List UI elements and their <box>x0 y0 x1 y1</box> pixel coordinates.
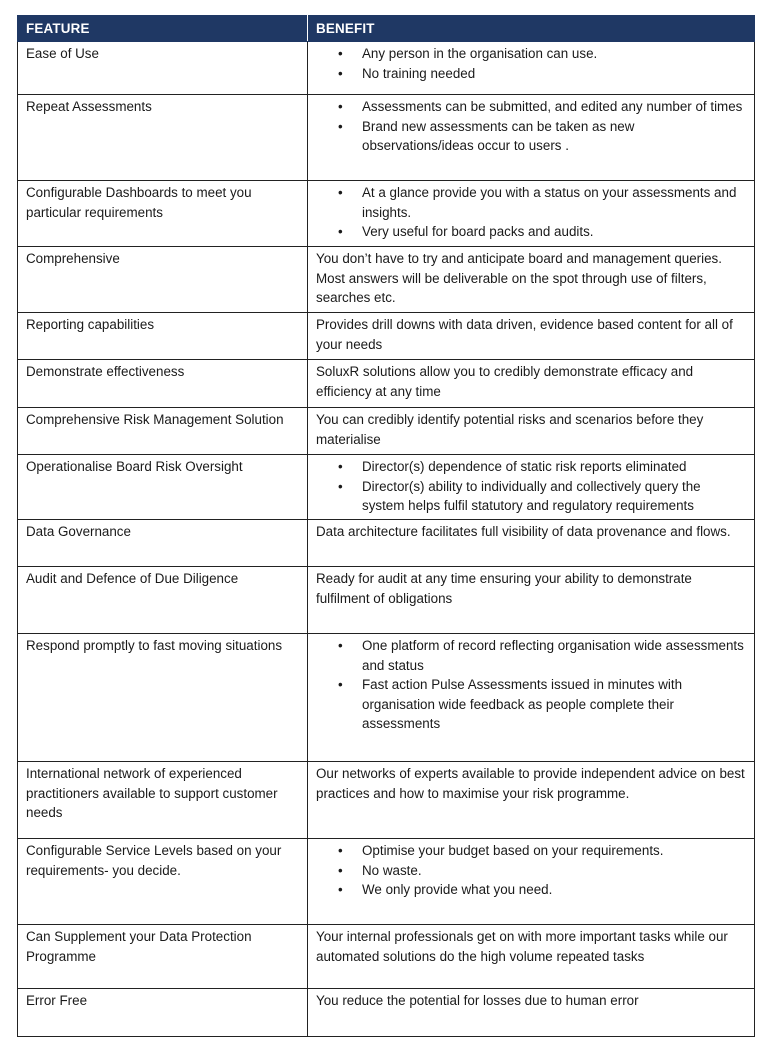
feature-benefit-table <box>17 15 755 1037</box>
table-row <box>18 567 755 634</box>
table-row <box>18 762 755 839</box>
benefit-bullet-item: • Fast action Pulse Assessments issued in minutes with organisation wide feedback as people complete their assessments <box>362 675 746 734</box>
feature-cell: Can Supplement your Data Protection Programme <box>18 925 308 989</box>
feature-cell: Comprehensive Risk Management Solution <box>18 408 308 455</box>
feature-cell: Reporting capabilities <box>18 313 308 360</box>
benefit-bullet-list <box>316 183 746 242</box>
benefit-text: Ready for audit at any time ensuring your ability to demonstrate fulfilment of obligations <box>316 571 692 606</box>
benefit-bullet-item: • Director(s) ability to individually and collectively query the system helps fulfil statutory and regulatory requirements <box>362 477 746 516</box>
table-row <box>18 839 755 925</box>
benefit-cell <box>308 567 755 634</box>
benefit-cell <box>308 313 755 360</box>
benefit-text: Your internal professionals get on with more important tasks while our automated solutions do the high volume repeated tasks <box>316 929 728 964</box>
benefit-cell <box>308 520 755 567</box>
benefit-text: SoluxR solutions allow you to credibly demonstrate efficacy and efficiency at any time <box>316 364 694 399</box>
benefit-cell <box>308 925 755 989</box>
benefit-bullet-item: • Director(s) dependence of static risk reports eliminated <box>362 457 746 477</box>
feature-cell: Configurable Dashboards to meet you particular requirements <box>18 181 308 247</box>
benefit-bullet-list <box>316 457 746 516</box>
benefit-text: Data architecture facilitates full visibility of data provenance and flows. <box>316 524 731 539</box>
benefit-text: You reduce the potential for losses due to human error <box>316 993 639 1008</box>
benefit-cell <box>308 455 755 520</box>
table-row <box>18 42 755 95</box>
table-row <box>18 989 755 1037</box>
benefit-column-header: BENEFIT <box>308 16 755 42</box>
table-row <box>18 408 755 455</box>
benefit-bullet-item: • At a glance provide you with a status on your assessments and insights. <box>362 183 746 222</box>
benefit-cell <box>308 360 755 408</box>
feature-cell: Operationalise Board Risk Oversight <box>18 455 308 520</box>
table-row <box>18 181 755 247</box>
benefit-cell <box>308 408 755 455</box>
benefit-text: You can credibly identify potential risks and scenarios before they materialise <box>316 412 704 447</box>
benefit-text: You don’t have to try and anticipate board and management queries. Most answers will be deliverable on the spot through use of filters, searches etc. <box>316 251 722 305</box>
benefit-bullet-item: • Brand new assessments can be taken as new observations/ideas occur to users . <box>362 117 746 156</box>
feature-cell: Audit and Defence of Due Diligence <box>18 567 308 634</box>
table-body <box>18 42 755 1037</box>
benefit-bullet-item: • One platform of record reflecting organisation wide assessments and status <box>362 636 746 675</box>
table-row <box>18 360 755 408</box>
feature-cell: Respond promptly to fast moving situations <box>18 634 308 762</box>
table-row <box>18 313 755 360</box>
benefit-cell <box>308 839 755 925</box>
feature-cell: Data Governance <box>18 520 308 567</box>
benefit-bullet-item: • Any person in the organisation can use. <box>362 44 746 64</box>
feature-cell: Demonstrate effectiveness <box>18 360 308 408</box>
feature-cell: Comprehensive <box>18 247 308 313</box>
benefit-bullet-list <box>316 636 746 734</box>
table-row <box>18 95 755 181</box>
benefit-cell <box>308 247 755 313</box>
benefit-text: Provides drill downs with data driven, evidence based content for all of your needs <box>316 317 733 352</box>
table-row <box>18 247 755 313</box>
benefit-cell <box>308 95 755 181</box>
table-row <box>18 925 755 989</box>
benefit-bullet-item: • We only provide what you need. <box>362 880 746 900</box>
benefit-bullet-item: • Very useful for board packs and audits. <box>362 222 746 242</box>
feature-cell: Error Free <box>18 989 308 1037</box>
benefit-cell <box>308 181 755 247</box>
feature-cell: Repeat Assessments <box>18 95 308 181</box>
benefit-bullet-item: • No waste. <box>362 861 746 881</box>
feature-benefit-document <box>17 15 754 1037</box>
table-row <box>18 520 755 567</box>
feature-cell: International network of experienced practitioners available to support customer needs <box>18 762 308 839</box>
table-row <box>18 634 755 762</box>
benefit-cell <box>308 42 755 95</box>
benefit-cell <box>308 989 755 1037</box>
benefit-cell <box>308 634 755 762</box>
benefit-bullet-item: • No training needed <box>362 64 746 84</box>
benefit-bullet-list <box>316 44 746 83</box>
benefit-bullet-list <box>316 97 746 156</box>
table-header-row <box>18 16 755 42</box>
benefit-cell <box>308 762 755 839</box>
benefit-text: Our networks of experts available to provide independent advice on best practices and how to maximise your risk programme. <box>316 766 745 801</box>
feature-column-header: FEATURE <box>18 16 308 42</box>
benefit-bullet-list <box>316 841 746 900</box>
benefit-bullet-item: • Optimise your budget based on your requirements. <box>362 841 746 861</box>
table-row <box>18 455 755 520</box>
feature-cell: Configurable Service Levels based on your requirements- you decide. <box>18 839 308 925</box>
benefit-bullet-item: • Assessments can be submitted, and edited any number of times <box>362 97 746 117</box>
feature-cell: Ease of Use <box>18 42 308 95</box>
